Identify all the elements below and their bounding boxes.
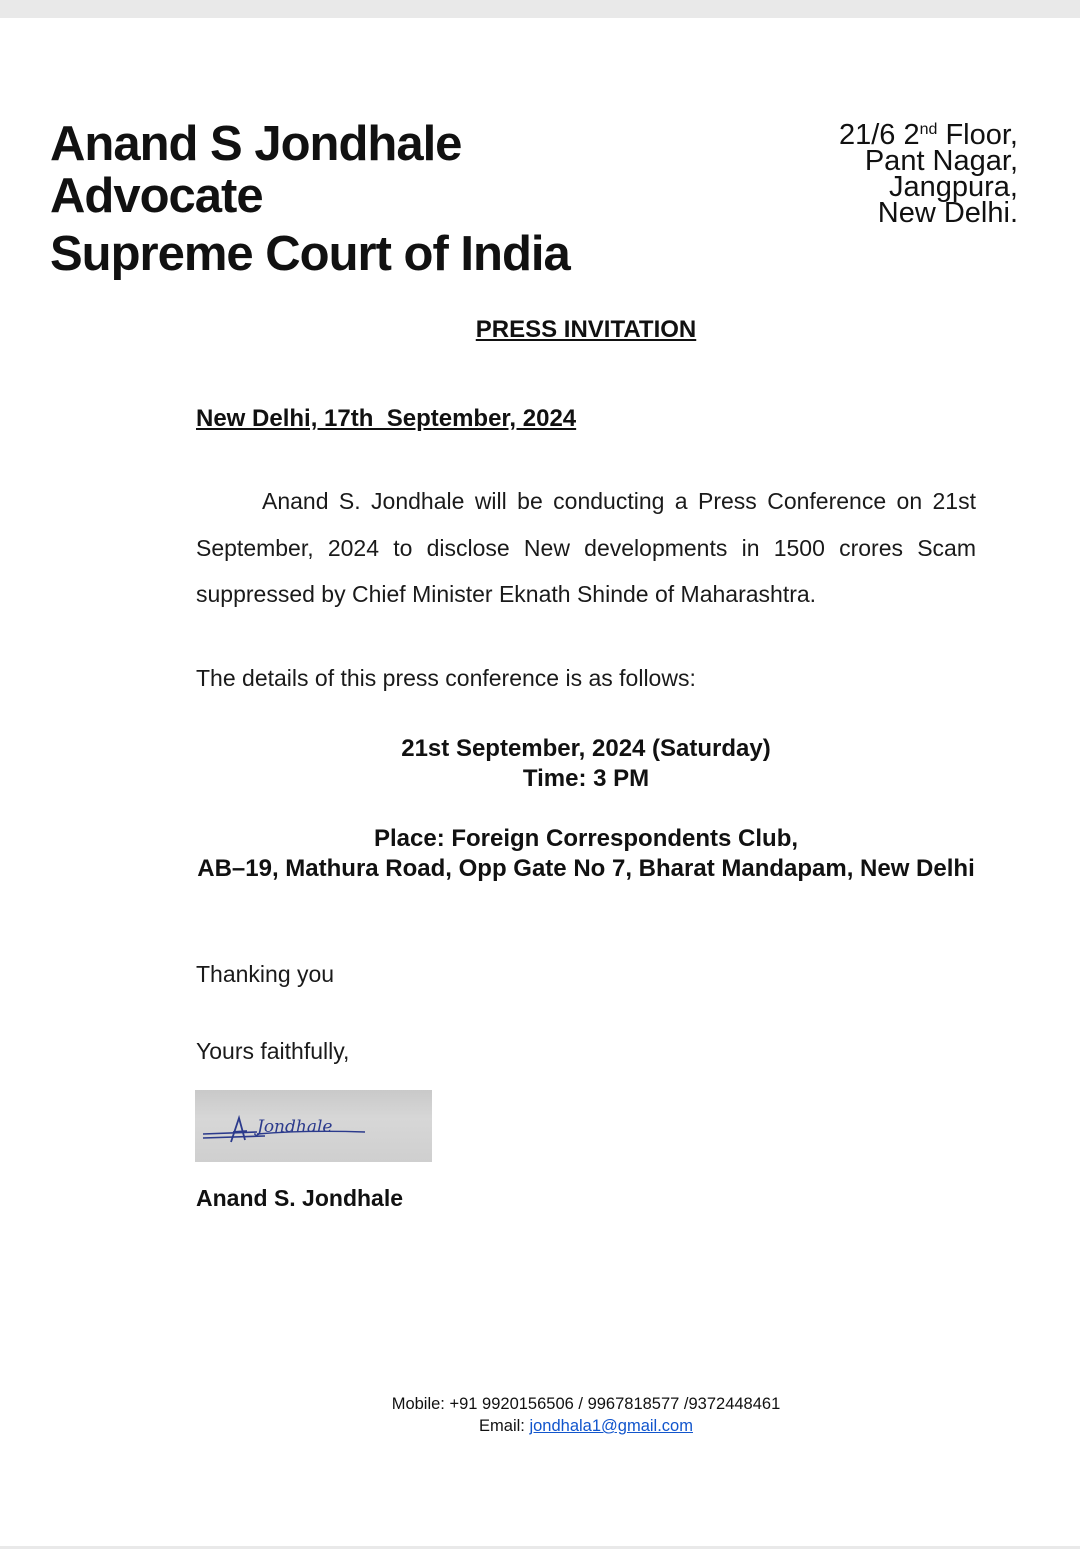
letterhead-name: Anand S Jondhale xyxy=(50,117,462,171)
document-page xyxy=(0,18,1080,1546)
address-line-2: Pant Nagar, xyxy=(864,145,1018,177)
signature-scribble xyxy=(195,1090,432,1162)
address-block xyxy=(838,119,1018,229)
letterhead xyxy=(50,118,570,280)
event-time: Time: 3 PM xyxy=(522,765,650,792)
details-intro: The details of this press conference is as follows: xyxy=(196,665,696,691)
signer-name: Anand S. Jondhale xyxy=(196,1185,404,1211)
thanks-text: Thanking you xyxy=(196,961,335,987)
place-line-1: Place: Foreign Correspondents Club, xyxy=(373,825,799,852)
address-line-1: 21/6 2nd Floor, xyxy=(838,119,1018,151)
place-line-2: AB–19, Mathura Road, Opp Gate No 7, Bharat Mandapam, New Delhi xyxy=(197,855,975,882)
footer-contact xyxy=(0,1393,1080,1437)
email-link[interactable]: jondhala1@gmail.com xyxy=(529,1417,693,1435)
dateline: New Delhi, 17th September, 2024 xyxy=(196,405,577,432)
sign-off-text: Yours faithfully, xyxy=(196,1038,350,1064)
address-line-3: Jangpura, xyxy=(889,171,1018,203)
signature-image xyxy=(195,1090,432,1162)
footer-mobile: Mobile: +91 9920156506 / 9967818577 /9372448461 xyxy=(391,1395,781,1413)
body-paragraph: Anand S. Jondhale will be conducting a Press Conference on 21st September, 2024 to disclose New developments in 1500 crores Scam suppressed by Chief Minister Eknath Shinde of Maharashtra. xyxy=(196,488,976,607)
event-block xyxy=(196,734,976,794)
footer-email-line: Email: jondhala1@gmail.com xyxy=(479,1417,693,1435)
address-line-4: New Delhi. xyxy=(877,197,1018,229)
place-block xyxy=(196,824,976,884)
letterhead-title: Advocate xyxy=(50,169,263,223)
svg-text:Jondhale: Jondhale xyxy=(257,1117,333,1137)
document-heading: PRESS INVITATION xyxy=(475,316,697,343)
letterhead-court: Supreme Court of India xyxy=(50,227,570,281)
event-date: 21st September, 2024 (Saturday) xyxy=(401,735,771,762)
